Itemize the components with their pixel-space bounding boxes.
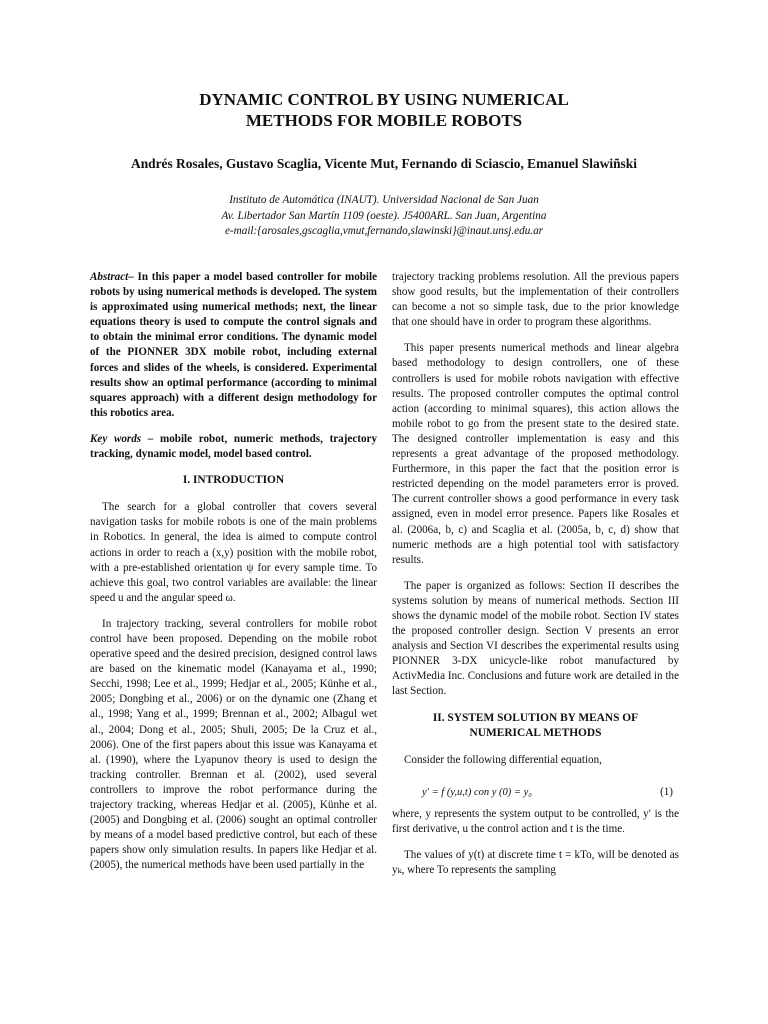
equation-number: (1) bbox=[660, 785, 673, 798]
abstract bbox=[90, 270, 377, 421]
affiliation-line-1: Instituto de Automática (INAUT). Universidad Nacional de San Juan bbox=[229, 194, 539, 206]
equation-1 bbox=[392, 779, 679, 807]
body-paragraph-4: Consider the following differential equation, bbox=[404, 753, 602, 766]
keywords bbox=[90, 432, 377, 462]
author-list: Andrés Rosales, Gustavo Scaglia, Vicente Mut, Fernando di Sciascio, Emanuel Slawiñski bbox=[131, 156, 637, 171]
section-heading-line-2: NUMERICAL METHODS bbox=[469, 726, 602, 739]
section-heading-line-1: II. SYSTEM SOLUTION BY MEANS OF bbox=[432, 711, 639, 724]
abstract-lead: Abstract– bbox=[90, 271, 134, 283]
paper-title bbox=[0, 89, 768, 131]
intro-paragraph-2: In trajectory tracking, several controllers for mobile robot control have been proposed. Depending on the mobile robot operative speed and the desired precision, designed control laws are based on the kinematic model (Kanayama et al., 1990; Secchi, 1998; Lee et al., 1999; Hedjar et al., 2005; Künhe et al., 2005; Dongbing et al., 2006) or on the dynamic one (Zhang et al., 1998; Yang et al., 1999; Brennan et al., 2002; Albagul wet al., 2004; Dong et al., 2005; Shuli, 2005; De la Cruz et al., 2006). One of the first papers about this issue was Kanayama et al. (1990), where the Lyapunov theory is used to design the tracking controller. Brennan et al. (2002), used several controllers to improve the robot performance during the trajectory tracking, whereas Hedjar et al. (2005), Künhe et al. (2005) and Dongbing et al. (2006) sought an optimal controller by means of a model based predictive control, but each of these papers show only simulation results. In papers like Hedjar et al. (2005), the numerical methods have been used partially in the bbox=[90, 617, 377, 872]
body-paragraph-5: where, y represents the system output to be controlled, y′ is the first derivative, u the control action and t is the time. bbox=[392, 807, 679, 835]
right-column bbox=[392, 270, 679, 889]
title-line-2: METHODS FOR MOBILE ROBOTS bbox=[245, 111, 523, 130]
section-heading-introduction: I. INTRODUCTION bbox=[182, 474, 285, 487]
body-paragraph-6: The values of y(t) at discrete time t = kTo, will be denoted as yₖ, where To represents the sampling bbox=[392, 849, 679, 877]
body-paragraph-1: trajectory tracking problems resolution. All the previous papers show good results, but the implementation of their controllers can become a not so simple task, due to the prior knowledge that one should have in order to program these algorithms. bbox=[392, 271, 679, 329]
abstract-text: In this paper a model based controller for mobile robots by using numerical methods is developed. The system is approximated using numerical methods; next, the linear equations theory is used to compute the control signals and to obtain the minimal error conditions. The dynamic model of the PIONNER 3DX mobile robot, including external forces and slides of the wheels, is considered. Experimental results show an optimal performance (according to minimal squares approach) with a different design methodology for this robotics area. bbox=[90, 271, 377, 419]
body-paragraph-3: The paper is organized as follows: Section II describes the systems solution by means of numerical methods. Section III shows the dynamic model of the mobile robot. Section IV states the proposed controller design. Section V presents an error analysis and Section VI describes the experimental results using PIONNER 3-DX unicycle-like robot manufactured by ActivMedia Inc. Conclusions and future work are detailed in the last Section. bbox=[392, 579, 679, 698]
keywords-text: – mobile robot, numeric methods, trajectory tracking, dynamic model, model based control. bbox=[90, 432, 377, 461]
section-heading-system-solution bbox=[392, 711, 679, 741]
title-line-1: DYNAMIC CONTROL BY USING NUMERICAL bbox=[199, 90, 569, 109]
intro-paragraph-1: The search for a global controller that covers several navigation tasks for mobile robots is one of the main problems in Robotics. In general, the idea is aimed to compute control actions in order to reach a (x,y) position with the mobile robot, with a pre-established orientation ψ for every sample time. To achieve this goal, two control variables are available: the linear speed u and the angular speed ω. bbox=[90, 501, 377, 604]
keywords-lead: Key words bbox=[90, 432, 142, 445]
equation-expression: y′ = f (y,u,t) con y (0) = y₀ bbox=[422, 786, 532, 798]
affiliation bbox=[0, 193, 768, 240]
affiliation-line-2: Av. Libertador San Martín 1109 (oeste). J5400ARL. San Juan, Argentina bbox=[221, 209, 547, 222]
body-paragraph-2: This paper presents numerical methods and linear algebra based methodology to design controllers, one of these controllers is used for mobile robots navigation with effective results. The proposed controller computes the optimal control action (according to minimal squares), this action allows the mobile robot to go from the present state to the desired state. The designed controller implementation is easy and this represents a great advantage of the proposed methodology. Furthermore, in this paper the fact that the position error is restricted depending on the model parameters error is proved. The current controller shows a good performance in every task assigned, even in model error presence. Papers like Rosales et al. (2006a, b, c) and Scaglia et al. (2005a, b, c, d) show that numeric methods are a high potential tool with satisfactory results. bbox=[392, 342, 679, 566]
left-column bbox=[90, 270, 377, 884]
affiliation-email: e-mail:{arosales,gscaglia,vmut,fernando,slawinski}@inaut.unsj.edu.ar bbox=[224, 225, 544, 237]
